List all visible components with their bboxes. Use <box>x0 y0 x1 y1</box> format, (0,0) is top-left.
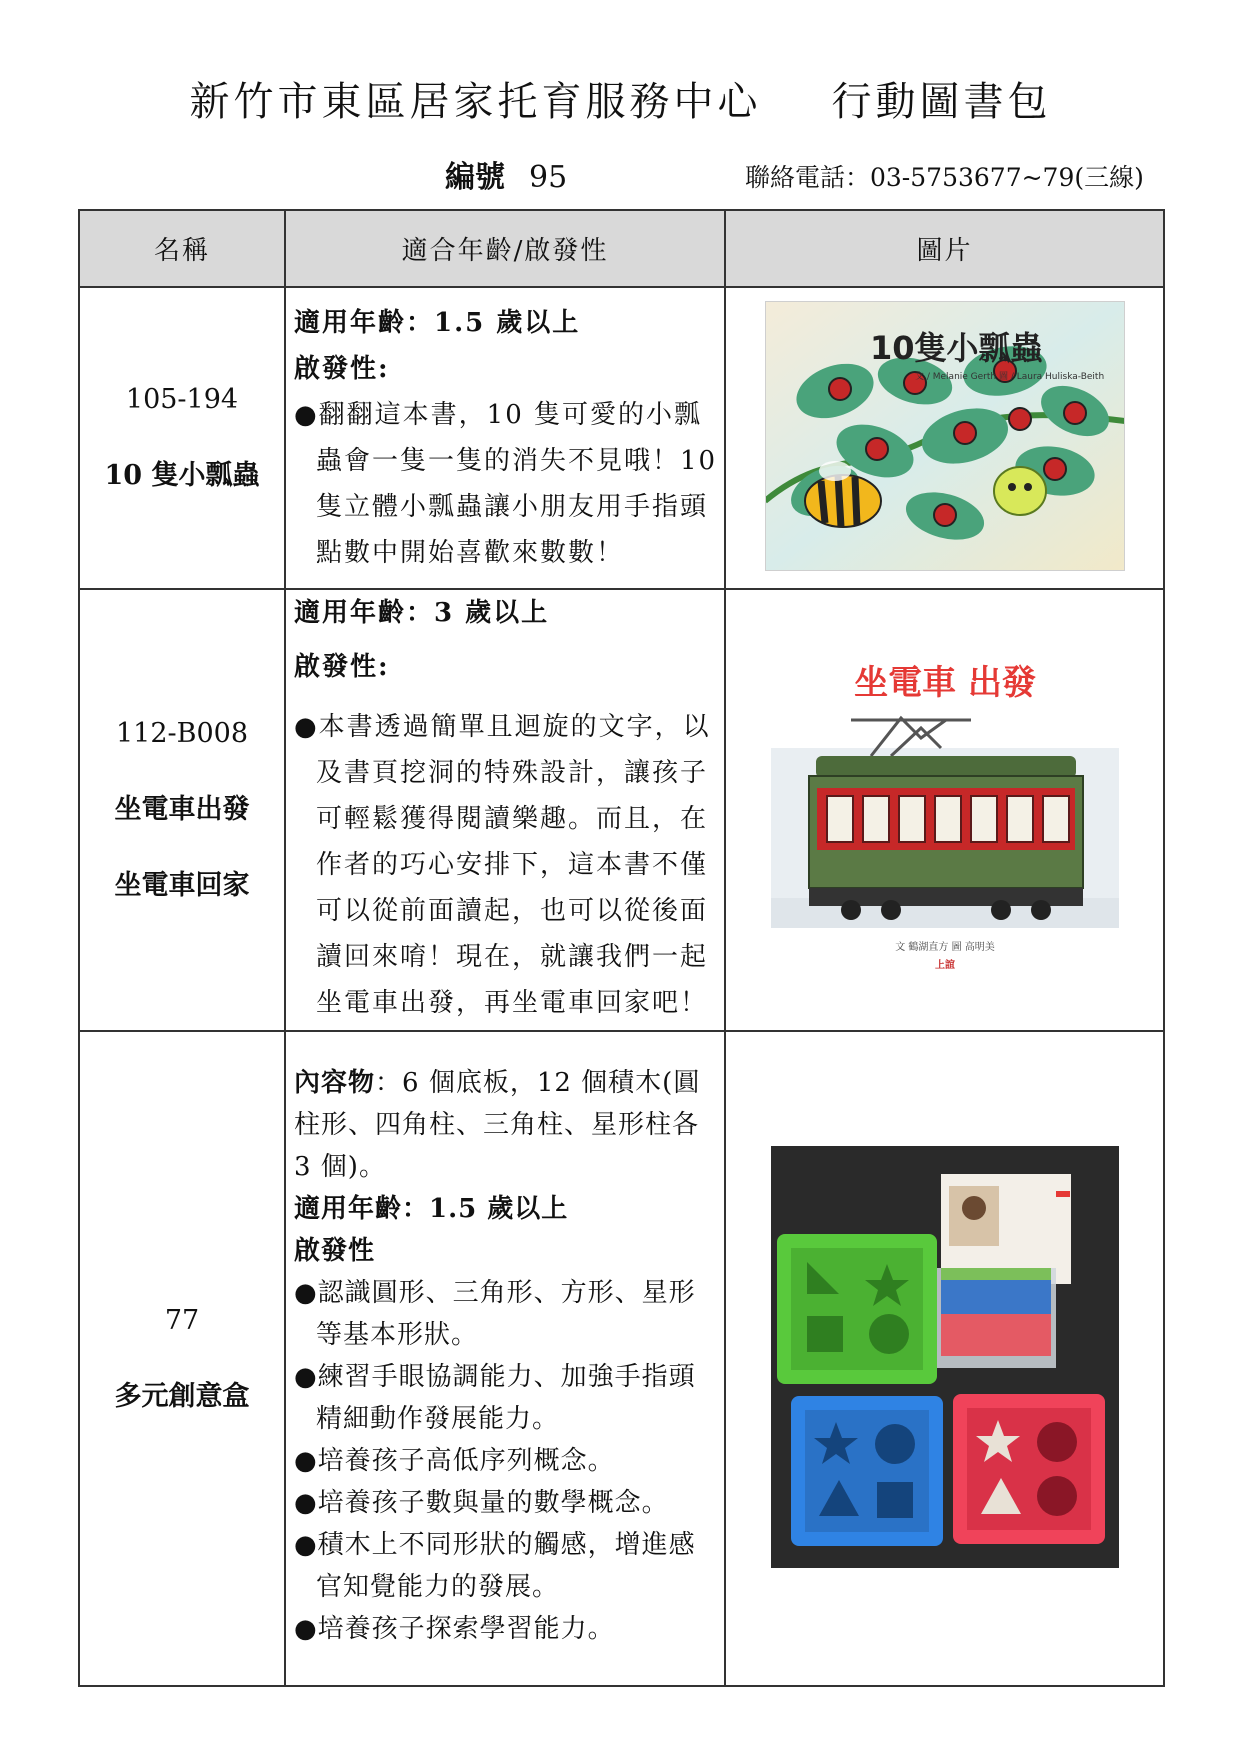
item-name: 10 隻小瓢蟲 <box>104 460 260 491</box>
page-title <box>0 70 1241 127</box>
bullet-text: ●積木上不同形狀的觸感，增進感官知覺能力的發展。 <box>294 1530 696 1602</box>
item-picture-cell <box>725 589 1164 1031</box>
train-cover-image <box>771 638 1119 978</box>
item-desc-cell <box>285 287 725 589</box>
inspiration-label: 啟發性 <box>294 1236 376 1266</box>
item-code: 112-B008 <box>115 718 249 749</box>
item-name-2: 坐電車回家 <box>114 870 250 901</box>
shape-box-image <box>771 1146 1119 1568</box>
serial-number <box>445 152 567 196</box>
inspiration-label: 啟發性: <box>294 354 390 384</box>
phone-number: 聯絡電話：03-5753677~79(三線) <box>745 163 1144 192</box>
item-name-cell <box>79 589 285 1031</box>
table-row <box>79 589 1164 1031</box>
contents-label: 內容物 <box>294 1068 376 1098</box>
col-picture-header: 圖片 <box>725 210 1164 287</box>
item-name: 多元創意盒 <box>114 1380 250 1412</box>
item-name-cell <box>79 1031 285 1686</box>
cover-title: 10隻小瓢蟲 <box>869 329 1043 367</box>
bullet-text: ●認識圓形、三角形、方形、星形等基本形狀。 <box>294 1278 696 1350</box>
bag-title: 行動圖書包 <box>831 79 1052 125</box>
item-picture-cell <box>725 287 1164 589</box>
book-cover-train <box>771 638 1119 978</box>
bullet-text: ●培養孩子探索學習能力。 <box>294 1614 615 1644</box>
bullet-text: ●培養孩子數與量的數學概念。 <box>294 1488 669 1518</box>
publisher-logo: 上誼 <box>934 960 955 971</box>
book-cover-ladybug <box>765 301 1125 571</box>
col-name-header: 名稱 <box>79 210 285 287</box>
item-desc-cell <box>285 1031 725 1686</box>
ladybug-cover-image <box>765 301 1125 571</box>
item-name-cell <box>79 287 285 589</box>
bullet-text: ●翻翻這本書，10 隻可愛的小瓢蟲會一隻一隻的消失不見哦！10 隻立體小瓢蟲讓小朋友用手指頭點數中開始喜歡來數數！ <box>294 400 718 568</box>
age-text: 適用年齡：1.5 歲以上 <box>294 1194 569 1224</box>
cover-credit: 文 鶴湖直方 圖 高明美 <box>894 942 995 953</box>
item-code: 77 <box>164 1304 200 1336</box>
bullet-text: ●培養孩子高低序列概念。 <box>294 1446 615 1476</box>
col-age-header: 適合年齡/啟發性 <box>285 210 725 287</box>
cover-credit: 文 / Melanie Gerth 圖 / Laura Huliska-Beith <box>914 372 1104 382</box>
table-row <box>79 287 1164 589</box>
age-text: 適用年齡：3 歲以上 <box>294 598 550 628</box>
shape-box-photo <box>771 1146 1119 1568</box>
table-row <box>79 1031 1164 1686</box>
age-text: 適用年齡：1.5 歲以上 <box>294 308 581 338</box>
center-name: 新竹市東區居家托育服務中心 <box>189 79 762 125</box>
item-picture-cell <box>725 1031 1164 1686</box>
contents-value: ：6 個底板，12 個積木(圓柱形、四角柱、三角柱、星形柱各 3 個)。 <box>294 1068 701 1182</box>
bullet-text: ●練習手眼協調能力、加強手指頭精細動作發展能力。 <box>294 1362 696 1434</box>
bullet-text: ●本書透過簡單且迴旋的文字，以及書頁挖洞的特殊設計，讓孩子可輕鬆獲得閱讀樂趣。而且，在作者的巧心安排下，這本書不僅可以從前面讀起，也可以從後面讀回來唷！現在，就讓我們一起坐電車出發，再坐電車回家吧！ <box>294 712 711 1018</box>
table-header-row <box>79 210 1164 287</box>
cover-title: 坐電車 出發 <box>853 663 1036 703</box>
inspiration-label: 啟發性: <box>294 652 390 682</box>
book-table <box>78 209 1165 1687</box>
item-code: 105-194 <box>125 384 239 415</box>
serial-label: 編號 <box>445 160 505 195</box>
serial-value: 95 <box>529 160 568 195</box>
contents-text <box>294 1062 718 1188</box>
item-name: 坐電車出發 <box>114 794 250 825</box>
item-desc-cell <box>285 589 725 1031</box>
